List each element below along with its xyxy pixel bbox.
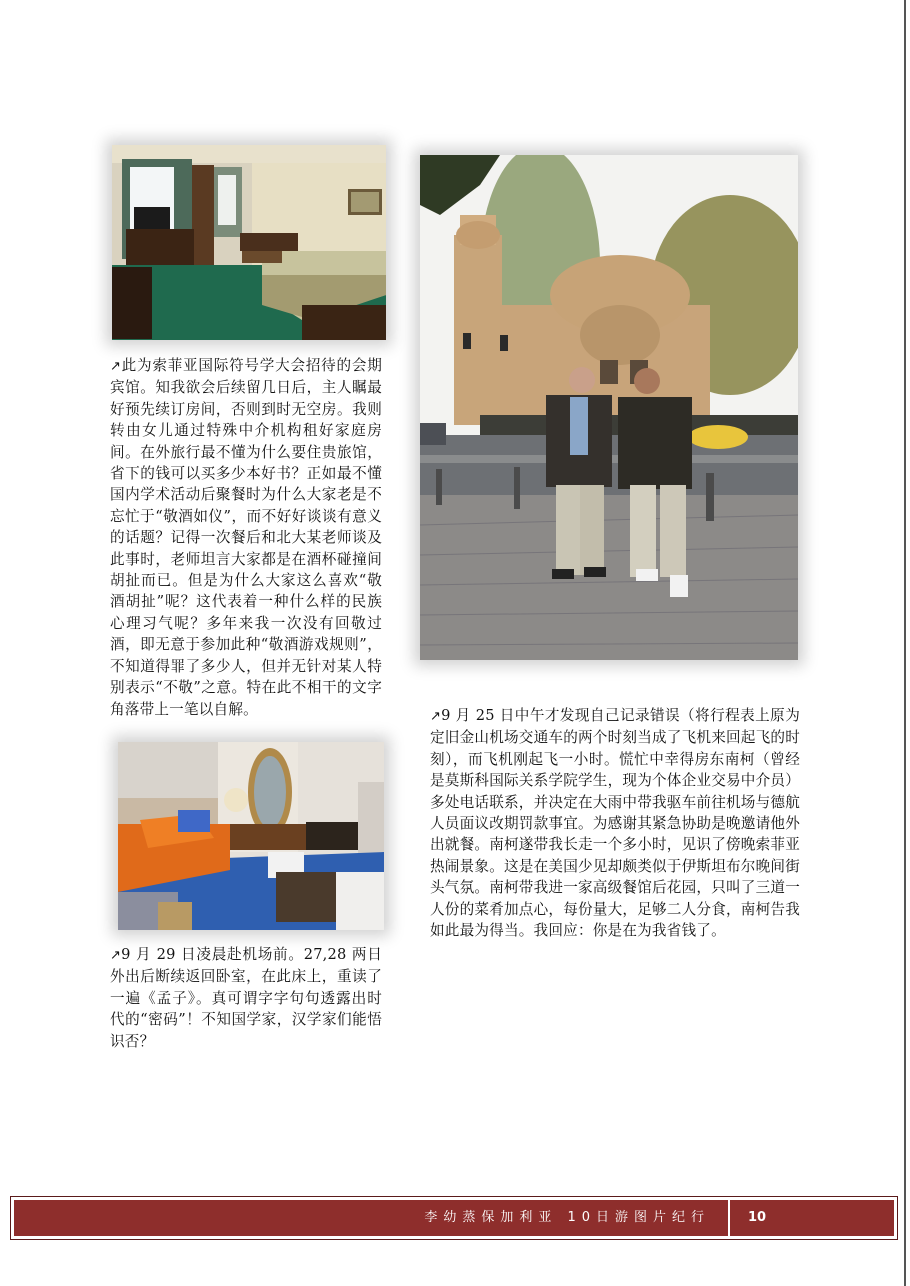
airport-caption — [110, 944, 382, 1052]
hotel-room-photo — [112, 145, 386, 340]
airport-caption-text: 9 月 29 日凌晨赴机场前。27,28 两日外出后断续返回卧室，在此床上，重读了一遍《孟子》。真可谓字字句句透露出时代的“密码”！不知国学家，汉学家们能悟识否？ — [110, 946, 382, 1050]
bedroom-photo — [118, 742, 384, 930]
footer-separator — [728, 1200, 730, 1236]
hotel-caption-text: 此为索菲亚国际符号学大会招待的会期宾馆。知我欲会后续留几日后，主人瞩最好预先续订房间，否则到时无空房。我则转由女儿通过特殊中介机构租好家庭房间。在外旅行最不懂为什么要住贵旅馆，省下的钱可以买多少本好书？正如最不懂国内学术活动后聚餐时为什么大家老是不忘忙于“敬酒如仪”，而不好好谈谈有意义的话题？记得一次餐后和北大某老师谈及此事时，老师坦言大家都是在酒杯碰撞间胡扯而已。但是为什么大家这么喜欢“敬酒胡扯”呢？这代表着一种什么样的民族心理习气呢？多年来我一次没有回敬过酒，即无意于参加此种“敬酒游戏规则”，不知道得罪了多少人，但并无针对某人特别表示“不敬”之意。特在此不相干的文字角落带上一笔以自解。 — [110, 357, 382, 718]
footer-title: 李幼蒸保加利亚 10日游图片纪行 — [424, 1210, 710, 1225]
arrow-icon: ↗ — [430, 709, 442, 724]
hotel-caption — [110, 355, 382, 720]
page-edge-rule — [904, 0, 906, 1286]
flight-caption-text: 9 月 25 日中午才发现自己记录错误（将行程表上原为定旧金山机场交通车的两个时刻当成了飞机来回起飞的时刻），而飞机刚起飞一小时。慌忙中幸得房东南柯（曾经是莫斯科国际关系学院学生，现为个体企业交易中介员）多处电话联系，并决定在大雨中带我驱车前往机场与德航人员面议改期罚款事宜。为感谢其紧急协助是晚邀请他外出就餐。南柯遂带我长走一个多小时，见识了傍晚索菲亚热闹景象。这是在美国少见却颇类似于伊斯坦布尔晚间街头气氛。南柯带我进一家高级餐馆后花园，只叫了三道一人份的菜肴加点心，每份量大，足够二人分食，南柯告我如此最为得当。我回应：你是在为我省钱了。 — [430, 707, 800, 940]
cathedral-street-photo — [420, 155, 798, 660]
page-number: 10 — [748, 1210, 767, 1225]
arrow-icon: ↗ — [110, 359, 122, 374]
flight-caption — [430, 705, 800, 941]
arrow-icon: ↗ — [110, 948, 122, 963]
